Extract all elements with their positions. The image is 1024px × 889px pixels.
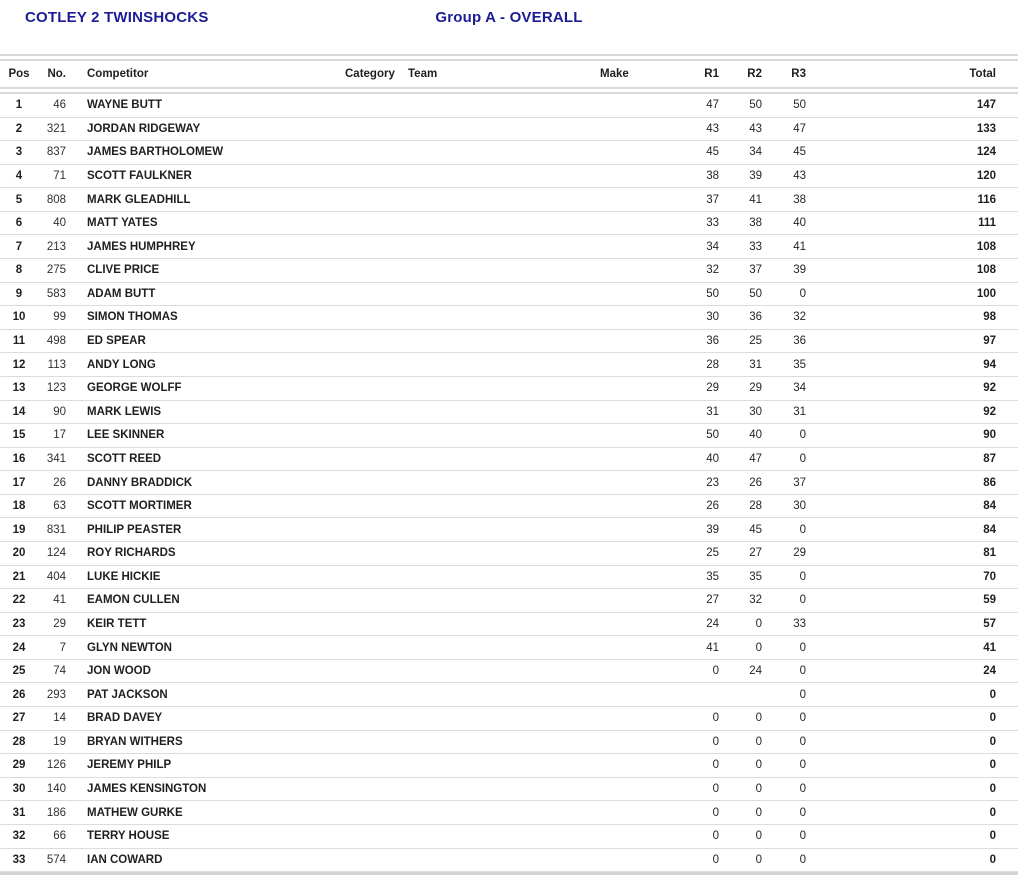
group-title: Group A - OVERALL [435,9,583,26]
pos-cell: 17 [12,476,26,489]
number-cell: 321 [46,122,66,135]
r3-cell: 0 [799,641,806,654]
table-row [0,636,1018,660]
r2-cell: 0 [755,806,762,819]
pos-cell: 32 [12,830,26,843]
competitor-cell: SIMON THOMAS [87,311,178,324]
r3-cell: 34 [793,382,806,395]
r2-cell: 30 [749,405,762,418]
competitor-cell: GLYN NEWTON [87,641,172,654]
total-cell: 0 [989,759,996,772]
col-header-r1: R1 [704,68,719,80]
competitor-cell: SCOTT REED [87,452,162,465]
table-row [0,283,1018,307]
total-cell: 41 [983,641,996,654]
pos-cell: 14 [12,405,26,418]
competitor-cell: BRYAN WITHERS [87,735,183,748]
r3-cell: 45 [793,146,806,159]
table-row [0,518,1018,542]
r3-cell: 35 [793,358,806,371]
table-row [0,448,1018,472]
table-row [0,212,1018,236]
r3-cell: 38 [793,193,806,206]
competitor-cell: MARK GLEADHILL [87,193,191,206]
r1-cell: 0 [712,665,719,678]
total-cell: 124 [976,146,996,159]
total-cell: 108 [976,240,996,253]
number-cell: 808 [46,193,66,206]
r2-cell: 38 [749,217,762,230]
r1-cell: 32 [706,264,719,277]
r2-cell: 41 [749,193,762,206]
r1-cell: 37 [706,193,719,206]
report-header [0,0,1024,54]
number-cell: 837 [46,146,66,159]
competitor-cell: CLIVE PRICE [87,264,160,277]
r3-cell: 37 [793,476,806,489]
r2-cell: 0 [755,830,762,843]
competitor-cell: DANNY BRADDICK [87,476,193,489]
event-title: COTLEY 2 TWINSHOCKS [25,9,209,26]
table-row [0,778,1018,802]
pos-cell: 30 [12,783,26,796]
total-cell: 24 [983,665,996,678]
total-cell: 0 [989,806,996,819]
table-row [0,188,1018,212]
col-header-make: Make [600,68,629,80]
total-cell: 0 [989,853,996,866]
number-cell: 140 [46,783,66,796]
col-header-no: No. [47,68,66,80]
competitor-cell: MATT YATES [87,217,158,230]
col-header-pos: Pos [8,68,30,80]
total-cell: 84 [983,523,996,536]
bottom-rule [0,872,1018,875]
r1-cell: 26 [706,500,719,513]
table-row [0,754,1018,778]
total-cell: 98 [983,311,996,324]
pos-cell: 25 [12,665,26,678]
column-header-row [0,61,1018,87]
competitor-cell: TERRY HOUSE [87,830,170,843]
total-cell: 92 [983,405,996,418]
r2-cell: 34 [749,146,762,159]
table-row [0,94,1018,118]
r1-cell: 0 [712,712,719,725]
r1-cell: 36 [706,335,719,348]
total-cell: 57 [983,618,996,630]
table-row [0,589,1018,613]
r1-cell: 30 [706,311,719,324]
r3-cell: 33 [793,618,806,630]
table-row [0,471,1018,495]
number-cell: 29 [53,618,66,630]
total-cell: 0 [989,735,996,748]
total-cell: 133 [976,122,996,135]
r1-cell: 33 [706,217,719,230]
number-cell: 275 [46,264,66,277]
pos-cell: 5 [15,193,23,206]
r3-cell: 0 [799,688,806,701]
competitor-cell: GEORGE WOLFF [87,382,182,395]
pos-cell: 18 [12,500,26,513]
col-header-r3: R3 [791,68,806,80]
pos-cell: 16 [12,452,26,465]
r2-cell: 25 [749,335,762,348]
r1-cell: 47 [706,99,719,112]
col-header-team: Team [408,68,438,80]
r2-cell: 24 [749,665,762,678]
table-row [0,495,1018,519]
pos-cell: 21 [12,570,26,583]
total-cell: 59 [983,594,996,607]
number-cell: 66 [53,830,66,843]
r1-cell: 35 [706,570,719,583]
number-cell: 404 [46,570,66,583]
r1-cell: 0 [712,735,719,748]
competitor-cell: SCOTT MORTIMER [87,500,192,513]
r2-cell: 0 [755,853,762,866]
number-cell: 831 [46,523,66,536]
r1-cell: 0 [712,830,719,843]
table-row [0,118,1018,142]
number-cell: 574 [46,853,66,866]
r1-cell: 39 [706,523,719,536]
competitor-cell: ADAM BUTT [87,287,156,300]
table-row [0,330,1018,354]
r3-cell: 0 [799,783,806,796]
total-cell: 111 [978,217,996,230]
r2-cell: 0 [755,618,762,630]
r2-cell: 33 [749,240,762,253]
r1-cell: 23 [706,476,719,489]
r2-cell: 50 [749,287,762,300]
table-row [0,424,1018,448]
r2-cell: 43 [749,122,762,135]
pos-cell: 29 [12,759,26,772]
table-row [0,259,1018,283]
total-cell: 100 [976,287,996,300]
total-cell: 116 [977,193,996,206]
total-cell: 70 [983,570,996,583]
pos-cell: 8 [15,264,23,277]
r1-cell: 34 [706,240,719,253]
r1-cell: 28 [706,358,719,371]
r1-cell: 50 [706,287,719,300]
r1-cell: 29 [706,382,719,395]
total-cell: 147 [976,99,996,112]
table-row [0,306,1018,330]
competitor-cell: PHILIP PEASTER [87,523,182,536]
results-body [0,94,1018,872]
number-cell: 71 [53,170,66,183]
number-cell: 583 [46,287,66,300]
r3-cell: 36 [793,335,806,348]
col-header-category: Category [345,68,395,80]
r1-cell: 38 [706,170,719,183]
r3-cell: 32 [793,311,806,324]
number-cell: 341 [46,452,66,465]
col-header-r2: R2 [747,68,762,80]
table-row [0,566,1018,590]
total-cell: 97 [983,335,996,348]
competitor-cell: JORDAN RIDGEWAY [87,122,201,135]
r3-cell: 0 [799,570,806,583]
number-cell: 41 [53,594,66,607]
table-row [0,235,1018,259]
competitor-cell: EAMON CULLEN [87,594,180,607]
r3-cell: 0 [799,830,806,843]
r3-cell: 41 [793,240,806,253]
table-row [0,401,1018,425]
r1-cell: 0 [712,853,719,866]
competitor-cell: ANDY LONG [87,358,156,371]
r3-cell: 0 [799,594,806,607]
r2-cell: 36 [749,311,762,324]
r2-cell: 32 [749,594,762,607]
r3-cell: 47 [793,122,806,135]
r2-cell: 35 [749,570,762,583]
r2-cell: 39 [749,170,762,183]
number-cell: 46 [53,99,66,112]
pos-cell: 28 [12,735,26,748]
r3-cell: 40 [793,217,806,230]
pos-cell: 19 [12,523,26,536]
total-cell: 94 [983,358,996,371]
r3-cell: 0 [799,523,806,536]
number-cell: 99 [53,311,66,324]
table-row [0,849,1018,873]
competitor-cell: ROY RICHARDS [87,547,176,560]
table-row [0,731,1018,755]
table-row [0,165,1018,189]
r2-cell: 37 [749,264,762,277]
r2-cell: 0 [755,735,762,748]
number-cell: 123 [46,382,66,395]
table-row [0,542,1018,566]
r1-cell: 0 [712,806,719,819]
total-cell: 0 [989,712,996,725]
table-row [0,683,1018,707]
pos-cell: 2 [15,122,23,135]
number-cell: 63 [53,500,66,513]
r3-cell: 0 [799,712,806,725]
r1-cell: 43 [706,122,719,135]
total-cell: 108 [976,264,996,277]
number-cell: 126 [46,759,66,772]
r3-cell: 0 [799,429,806,442]
number-cell: 113 [47,358,66,371]
r2-cell: 0 [755,712,762,725]
r1-cell: 0 [712,783,719,796]
results-report [0,54,1018,875]
pos-cell: 24 [12,641,26,654]
competitor-cell: JEREMY PHILP [87,759,172,772]
r3-cell: 50 [793,99,806,112]
r2-cell: 29 [749,382,762,395]
r2-cell: 28 [749,500,762,513]
number-cell: 213 [46,240,66,253]
table-row [0,801,1018,825]
number-cell: 498 [46,335,66,348]
top-rule [0,54,1018,61]
pos-cell: 4 [15,170,23,183]
pos-cell: 11 [12,335,26,348]
competitor-cell: BRAD DAVEY [87,712,163,725]
pos-cell: 15 [12,429,26,442]
total-cell: 84 [983,500,996,513]
r1-cell: 27 [706,594,719,607]
r1-cell: 25 [706,547,719,560]
r3-cell: 31 [793,405,806,418]
r2-cell: 47 [749,452,762,465]
pos-cell: 6 [15,217,23,230]
pos-cell: 9 [15,287,23,300]
number-cell: 40 [53,217,66,230]
col-header-total: Total [969,68,996,80]
r3-cell: 0 [799,287,806,300]
table-row [0,825,1018,849]
competitor-cell: LUKE HICKIE [87,570,161,583]
r3-cell: 39 [793,264,806,277]
r2-cell: 50 [749,99,762,112]
col-header-competitor: Competitor [87,68,149,80]
total-cell: 87 [983,452,996,465]
pos-cell: 22 [12,594,26,607]
number-cell: 74 [53,665,66,678]
r1-cell: 41 [706,641,719,654]
pos-cell: 7 [15,240,23,253]
number-cell: 90 [53,405,66,418]
table-row [0,613,1018,637]
r2-cell: 26 [749,476,762,489]
total-cell: 0 [989,688,996,701]
pos-cell: 12 [12,358,26,371]
r2-cell: 31 [749,358,762,371]
competitor-cell: JAMES KENSINGTON [87,783,207,796]
header-bottom-rule [0,87,1018,94]
number-cell: 7 [59,641,66,654]
r1-cell: 31 [706,405,719,418]
number-cell: 19 [53,735,66,748]
r1-cell: 50 [706,429,719,442]
r3-cell: 0 [799,806,806,819]
competitor-cell: IAN COWARD [87,853,163,866]
pos-cell: 33 [12,853,26,866]
r3-cell: 0 [799,452,806,465]
r1-cell: 0 [712,759,719,772]
number-cell: 14 [53,712,66,725]
competitor-cell: KEIR TETT [87,618,147,630]
r2-cell: 0 [755,641,762,654]
r1-cell: 24 [706,618,719,630]
pos-cell: 10 [12,311,26,324]
table-row [0,353,1018,377]
table-row [0,660,1018,684]
competitor-cell: ED SPEAR [87,335,146,348]
competitor-cell: MARK LEWIS [87,405,162,418]
table-row [0,377,1018,401]
r1-cell: 40 [706,452,719,465]
number-cell: 186 [46,806,66,819]
pos-cell: 27 [12,712,26,725]
r2-cell: 27 [749,547,762,560]
table-row [0,707,1018,731]
r3-cell: 0 [799,853,806,866]
r2-cell: 45 [749,523,762,536]
r3-cell: 30 [793,500,806,513]
competitor-cell: MATHEW GURKE [87,806,183,819]
r3-cell: 43 [793,170,806,183]
pos-cell: 26 [12,688,26,701]
r2-cell: 0 [755,759,762,772]
r3-cell: 0 [799,759,806,772]
r3-cell: 0 [799,735,806,748]
total-cell: 120 [976,170,996,183]
number-cell: 17 [53,429,66,442]
total-cell: 81 [983,547,996,560]
number-cell: 26 [53,476,66,489]
competitor-cell: LEE SKINNER [87,429,165,442]
number-cell: 293 [46,688,66,701]
pos-cell: 1 [15,99,23,112]
pos-cell: 20 [12,547,26,560]
r2-cell: 0 [755,783,762,796]
total-cell: 0 [989,783,996,796]
pos-cell: 3 [15,146,23,159]
total-cell: 92 [983,382,996,395]
total-cell: 90 [983,429,996,442]
number-cell: 124 [46,547,66,560]
total-cell: 86 [983,476,996,489]
competitor-cell: SCOTT FAULKNER [87,170,192,183]
competitor-cell: PAT JACKSON [87,688,168,701]
r1-cell: 45 [706,146,719,159]
r3-cell: 29 [793,547,806,560]
competitor-cell: JON WOOD [87,665,151,678]
r3-cell: 0 [799,665,806,678]
pos-cell: 31 [12,806,26,819]
r2-cell: 40 [749,429,762,442]
pos-cell: 23 [12,618,26,630]
competitor-cell: JAMES HUMPHREY [87,240,196,253]
table-row [0,141,1018,165]
total-cell: 0 [989,830,996,843]
competitor-cell: WAYNE BUTT [87,99,162,112]
pos-cell: 13 [12,382,26,395]
competitor-cell: JAMES BARTHOLOMEW [87,146,224,159]
